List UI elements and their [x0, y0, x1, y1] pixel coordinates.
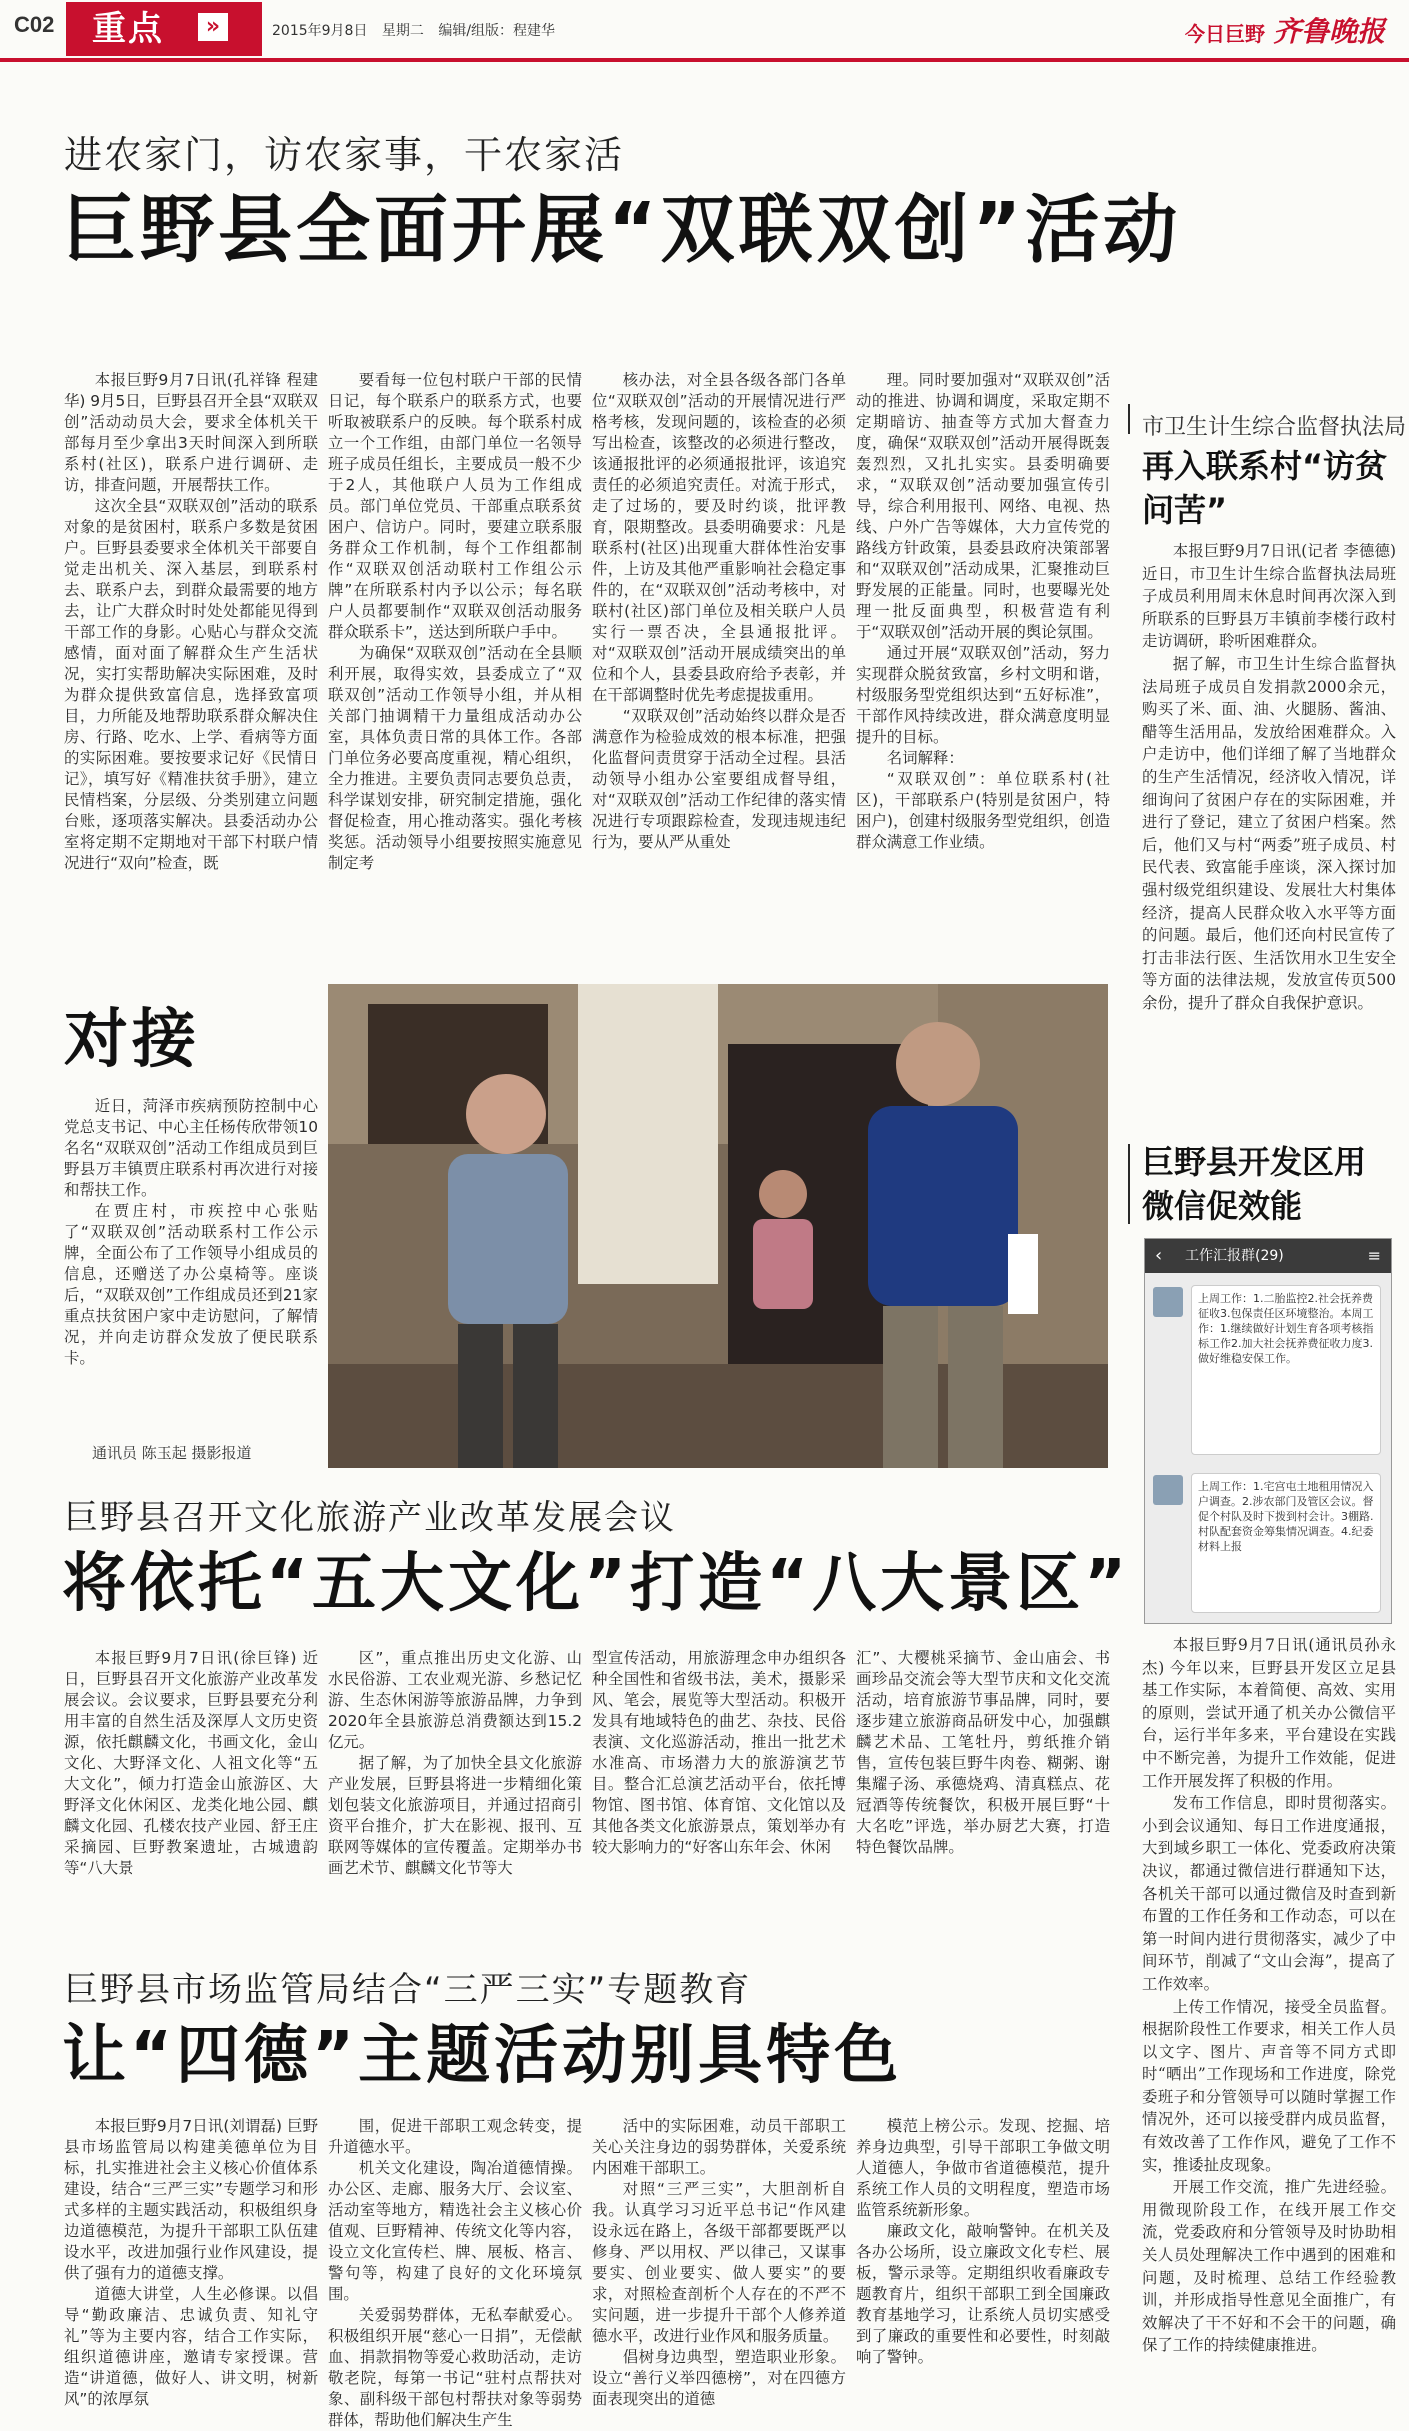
wechat-screenshot [1144, 1238, 1392, 1624]
photo-illustration [328, 984, 1108, 1468]
chat-message-1: 上周工作：1.二胎监控2.社会抚养费征收3.包保责任区环境整治。本周工作：1.继续做好计划生育各项考核指标工作2.加大社会抚养费征收力度3.做好维稳安保工作。 [1191, 1285, 1381, 1455]
story3-col3: 活中的实际困难，动员干部职工关心关注身边的弱势群体，关爱系统内困难干部职工。 对照“三严三实”，大胆剖析自我。认真学习习近平总书记“作风建设永远在路上，各级干部都要既严以修身、严以用权、严以律己，又谋事要实、创业要实、做人要实”的要求，对照检查剖析个人存在的不严不实问题，进一步提升干部个人修养道德水平，改进行业作风和服务质量。 倡树身边典型，塑造职业形象。设立“善行义举四德榜”，对在四德方面表现突出的道德 [592, 2117, 846, 2408]
issue-meta: 2015年9月8日 星期二 编辑/组版：程建华 [272, 23, 556, 39]
sidebar1-kicker: 市卫生计生综合监督执法局 [1142, 415, 1407, 440]
story3-col4: 模范上榜公示。发现、挖掘、培养身边典型，引导干部职工争做文明人道德人，争做市省道德模范，提升系统工作人员的文明程度，塑造市场监管系统新形象。 廉政文化，敲响警钟。在机关及各办公场所，设立廉政文化专栏、展板，警示录等。定期组织收看廉政专题教育片，组织干部职工到全国廉政教育基地学习，让系统人员切实感受到了廉政的重要性和必要性，时刻敲响了警钟。 [856, 2117, 1110, 2366]
section-label: 重点 [92, 9, 164, 49]
story2-col2: 区”，重点推出历史文化游、山水民俗游、工农业观光游、乡愁记忆游、生态休闲游等旅游品牌，力争到2020年全县旅游总消费额达到15.2亿元。 据了解，为了加快全县文化旅游产业发展，巨野县将进一步精细化策划包装文化旅游项目，并通过招商引资平台推介，扩大在影视、报刊、互联网等媒体的宣传覆盖。定期举办书画艺术节、麒麟文化节等大 [328, 1649, 582, 1877]
wechat-title-bar [1145, 1239, 1391, 1273]
masthead [1185, 10, 1385, 50]
sidebar2-headline: 巨野县开发区用微信促效能 [1142, 1143, 1367, 1225]
story2-col4: 汇”、大樱桃采摘节、金山庙会、书画珍品交流会等大型节庆和文化交流活动，培育旅游节事品牌，同时，要逐步建立旅游商品研发中心，加强麒麟艺术品、工笔牡丹，剪纸推介销售，宣传包装巨野牛肉卷、糊粥、谢集耀子汤、承德烧鸡、清真糕点、花冠酒等传统餐饮，积极开展巨野“十大名吃”评选，举办厨艺大赛，打造特色餐饮品牌。 [856, 1649, 1110, 1856]
sidebar2-rule [1128, 1144, 1130, 1224]
wechat-group-title: 工作汇报群(29) [1185, 1248, 1284, 1264]
avatar [1153, 1475, 1183, 1505]
news-photo [328, 984, 1108, 1468]
story3-headline: 让“四德”主题活动别具特色 [62, 2019, 903, 2093]
group-menu-icon: ≡ [1367, 1246, 1381, 1265]
story3-col1: 本报巨野9月7日讯(刘谓磊) 巨野县市场监管局以构建美德单位为目标，扎实推进社会主义核心价值体系建设，结合“三严三实”专题学习和形式多样的主题实践活动，积极组织身边道德模范，为提升干部职工队伍建设水平，改进加强行业作风建设，提供了强有力的道德支撑。 道德大讲堂，人生必修课。以倡导“勤政廉洁、忠诚负责、知礼守礼”等为主要内容，结合工作实际，组织道德讲座，邀请专家授课。营造“讲道德，做好人、讲文明，树新风”的浓厚氛 [64, 2117, 318, 2408]
back-arrow-icon: ‹ [1155, 1245, 1163, 1266]
page-number: C02 [14, 12, 55, 37]
avatar [1153, 1287, 1183, 1317]
sidebar1-rule [1128, 404, 1130, 434]
sidebar2-body: 本报巨野9月7日讯(通讯员孙永杰) 今年以来，巨野县开发区立足县基工作实际，本着简便、高效、实用的原则，尝试开通了机关办公微信平台，运行半年多来，平台建设在实践中不断完善，为提升工作效能，促进工作开展发挥了积极的作用。 发布工作信息，即时贯彻落实。小到会议通知、每日工作进度通报，大到域乡职工一体化、党委政府决策决议，都通过微信进行群通知下达，各机关干部可以通过微信及时查到新布置的工作任务和工作动态，可以在第一时间内进行贯彻落实，减少了中间环节，削减了“文山会海”，提高了工作效率。 上传工作情况，接受全员监督。根据阶段性工作要求，相关工作人员以文字、图片、声音等不同方式即时“晒出”工作现场和工作进度，除党委班子和分管领导可以随时掌握工作情况外，还可以接受群内成员监督，有效改善了工作作风，避免了工作不实，推诿扯皮现象。 开展工作交流，推广先进经验。用微现阶段工作，在线开展工作交流，党委政府和分管领导及时协助相关人员处理解决工作中遇到的困难和问题，及时梳理、总结工作经验教训，并形成指导性意见全面推广，有效解决了干不好和不会干的问题，确保了工作的持续健康推进。 [1142, 1636, 1396, 2355]
story2-headline: 将依托“五大文化”打造“八大景区” [62, 1547, 1131, 1621]
story1-col1: 本报巨野9月7日讯(孔祥锋 程建华) 9月5日，巨野县召开全县“双联双创”活动动员大会，要求全体机关干部每月至少拿出3天时间深入到所联系村(社区)，联系户进行调研、走访，排查问题，开展帮扶工作。 这次全县“双联双创”活动的联系对象的是贫困村，联系户多数是贫困户。巨野县委要求全体机关干部要自觉走出机关、深入基层，到联系村去、联系户去，到群众最需要的地方去，让广大群众时时处处都能见得到干部工作的身影。心贴心与群众交流感情，面对面了解群众生产生活状况，实打实帮助解决实际困难，及时为群众提供致富信息，选择致富项目，力所能及地帮助联系群众解决住房、行路、吃水、上学、看病等方面的实际困难。要按要求记好《民情日记》，填写好《精准扶贫手册》，建立民情档案，分层级、分类别建立问题台账，逐项落实解决。县委活动办公室将定期不定期地对干部下村联户情况进行“双向”检查，既 [64, 371, 318, 872]
section-tab [66, 2, 262, 56]
sidebar1-headline: 再入联系村“访贫问苦” [1142, 447, 1388, 529]
masthead-label: 今日巨野 [1184, 22, 1265, 46]
story1-col3: 核办法，对全县各级各部门各单位“双联双创”活动的开展情况进行严格考核，发现问题的，该检查的必须写出检查，该整改的必须进行整改，该通报批评的必须通报批评，该追究责任的必须追究责任。对流于形式，走了过场的，要及时约谈，批评教育，限期整改。县委明确要求：凡是联系村(社区)出现重大群体性治安事件，上访及其他严重影响社会稳定事件的，在“双联双创”活动考核中，对联村(社区)部门单位及相关联户人员实行一票否决，全县通报批评。对“双联双创”活动开展成绩突出的单位和个人，县委县政府给予表彰，并在干部调整时优先考虑提拔重用。 “双联双创”活动始终以群众是否满意作为检验成效的根本标准，把强化监督问责贯穿于活动全过程。县活动领导小组办公室要组成督导组，对“双联双创”活动工作纪律的落实情况进行专项跟踪检查，发现违规违纪行为，要从严从重处 [592, 371, 846, 851]
sidebar1-body: 本报巨野9月7日讯(记者 李德德) 近日，市卫生计生综合监督执法局班子成员利用周末休息时间再次深入到所联系的巨野县万丰镇前李楼行政村走访调研，聆听困难群众。 据了解，市卫生计生综合监督执法局班子成员自发捐款2000余元，购买了米、面、油、火腿肠、酱油、醋等生活用品，发放给困难群众。入户走访中，他们详细了解了当地群众的生产生活情况，经济收入情况，详细询问了贫困户存在的实际困难，并进行了登记，建立了贫困户档案。然后，他们又与村“两委”班子成员、村民代表、致富能手座谈，深入探讨加强村级党组织建设、发展壮大村集体经济，提高人民群众收入水平等方面的问题。最后，他们还向村民宣传了打击非法行医、生活饮用水卫生安全等方面的法律法规，发放宣传页500余份，提升了群众自我保护意识。 [1142, 542, 1396, 1012]
newspaper-brand-logo: 齐鲁晚报 [1272, 15, 1385, 48]
story3-col2: 围，促进干部职工观念转变，提升道德水平。 机关文化建设，陶冶道德情操。办公区、走廊、服务大厅、会议室、活动室等地方，精选社会主义核心价值观、巨野精神、传统文化等内容，设立文化宣传栏、牌、展板、格言、警句等，构建了良好的文化环境氛围。 关爱弱势群体，无私奉献爱心。积极组织开展“慈心一日捐”，无偿献血、捐款捐物等爱心救助活动，走访敬老院，每第一书记“驻村点帮扶对象、副科级干部包村帮扶对象等弱势群体，帮助他们解决生产生 [328, 2117, 582, 2429]
story2-kicker: 巨野县召开文化旅游产业改革发展会议 [64, 1498, 676, 1538]
story2-col1: 本报巨野9月7日讯(徐巨锋) 近日，巨野县召开文化旅游产业改革发展会议。会议要求，巨野县要充分利用丰富的自然生活及深厚人文历史资源，依托麒麟文化，书画文化，金山文化、大野泽文化、人祖文化等“五大文化”，倾力打造金山旅游区、大野泽文化休闲区、龙类化地公园、麒麟文化园、孔楼农技产业园、舒王庄采摘园、巨野教案遗址，古城遗韵等“八大景 [64, 1649, 318, 1877]
story1-kicker: 进农家门，访农家事，干农家活 [64, 133, 625, 177]
story2-col3: 型宣传活动，用旅游理念申办组织各种全国性和省级书法，美术，摄影采风、笔会，展览等大型活动。积极开发具有地域特色的曲艺、杂技、民俗表演、文化巡游活动，推出一批艺术水准高、市场潜力大的旅游演艺节目。整合汇总演艺活动平台，依托博物馆、图书馆、体育馆、文化馆以及其他各类文化旅游景点，策划举办有较大影响力的“好客山东年会、休闲 [592, 1649, 846, 1856]
chat-message-2: 上周工作：1.宅宫屯土地租用情况入户调查。2.涉农部门及管区会议。督促个村队及时下拨到村会计。3棚路.村队配套资金筹集情况调查。4.纪委材料上报 [1191, 1473, 1381, 1613]
story1-col2: 要看每一位包村联户干部的民情日记，每个联系户的联系方式，也要听取被联系户的反映。每个联系村成立一个工作组，由部门单位一名领导班子成员任组长，主要成员一般不少于2人，其他联户人员为工作组成员。部门单位党员、干部重点联系贫困户、信访户。同时，要建立联系服务群众工作机制，每个工作组都制作“双联双创活动联村工作组公示牌”在所联系村内予以公示；每名联户人员都要制作“双联双创活动服务群众联系卡”，送达到所联户手中。 为确保“双联双创”活动在全县顺利开展，取得实效，县委成立了“双联双创”活动工作领导小组，并从相关部门抽调精干力量组成活动办公室，具体负责日常的具体工作。各部门单位务必要高度重视，精心组织，全力推进。主要负责同志要负总责，科学谋划安排，研究制定措施，强化督促检查，用心推动落实。强化考核奖惩。活动领导小组要按照实施意见制定考 [328, 371, 582, 872]
header-rule [0, 58, 1409, 62]
story1-col4: 理。同时要加强对“双联双创”活动的推进、协调和调度，采取定期不定期暗访、抽查等方式加大督查力度，确保“双联双创”活动开展得既轰轰烈烈，又扎扎实实。县委明确要求，“双联双创”活动要加强宣传引导，综合利用报刊、网络、电视、热线、户外广告等媒体，大力宣传党的路线方针政策，县委县政府决策部署和“双联双创”活动成果，汇聚推动巨野发展的正能量。同时，也要曝光处理一批反面典型，积极营造有利于“双联双创”活动开展的舆论氛围。 通过开展“双联双创”活动，努力实现群众脱贫致富，乡村文明和谐，村级服务型党组织达到“五好标准”，干部作风持续改进，群众满意度明显提升的目标。 名词解释： “双联双创”：单位联系村(社区)，干部联系户(特别是贫困户，特困户)，创建村级服务型党组织，创造群众满意工作业绩。 [856, 371, 1110, 851]
story3-kicker: 巨野县市场监管局结合“三严三实”专题教育 [64, 1970, 752, 2010]
section-arrow-icon: » [198, 13, 228, 41]
story1-headline: 巨野县全面开展“双联双创”活动 [62, 187, 1182, 273]
duijie-body: 近日，菏泽市疾病预防控制中心党总支书记、中心主任杨传欣带领10名名“双联双创”活动工作组成员到巨野县万丰镇贾庄联系村再次进行对接和帮扶工作。 在贾庄村，市疾控中心张贴了“双联双创”活动联系村工作公示牌，全面公布了工作领导小组成员的信息，还赠送了办公桌椅等。座谈后，“双联双创”工作组成员还到21家重点扶贫困户家中走访慰问，了解情况，并向走访群众发放了便民联系卡。 [64, 1097, 318, 1367]
page-header [0, 0, 1409, 70]
duijie-headline: 对接 [64, 1003, 200, 1077]
duijie-credit: 通讯员 陈玉起 摄影报道 [92, 1444, 252, 1462]
